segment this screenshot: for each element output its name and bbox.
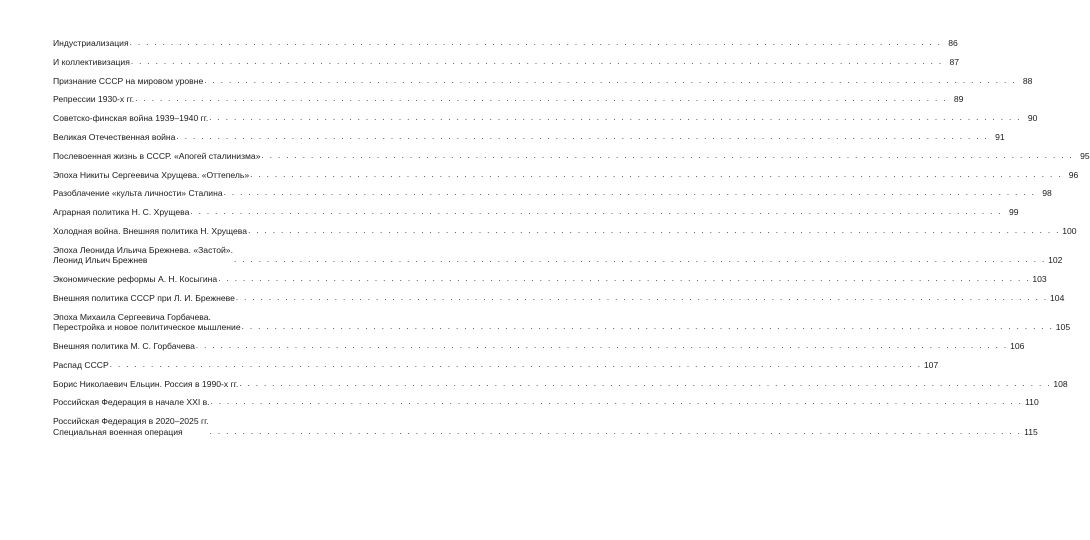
toc-page-number: 96 bbox=[1068, 169, 1079, 180]
dot-leader: . . . . . . . . . . . . . . . . . . . . . . . . . . . . . . . . . . . . . . . . . . . . . . . . . . . . . . . . . . . . . . . . . . . . . . . . . . . . . . . . . . . . . . . . . . . . . . . . . . . bbox=[218, 274, 1031, 284]
dot-leader: . . . . . . . . . . . . . . . . . . . . . . . . . . . . . . . . . . . . . . . . . . . . . . . . . . . . . . . . . . . . . . . . . . . . . . . . . . . . . . . . . . . . . . . . . . . . . . . . . . . bbox=[250, 169, 1063, 179]
dot-leader: . . . . . . . . . . . . . . . . . . . . . . . . . . . . . . . . . . . . . . . . . . . . . . . . . . . . . . . . . . . . . . . . . . . . . . . . . . . . . . . . . . . . . . . . . . . . . . . . . . . bbox=[261, 150, 1074, 160]
toc-entry[interactable] bbox=[53, 397, 1039, 408]
toc-page-number: 102 bbox=[1048, 255, 1063, 266]
toc-entry[interactable] bbox=[53, 188, 1052, 199]
toc-page-number: 91 bbox=[995, 131, 1005, 142]
toc-entry-title-line: Леонид Ильич Брежнев bbox=[53, 255, 148, 266]
toc-entry-title bbox=[53, 245, 233, 266]
toc-entry-title bbox=[53, 312, 241, 333]
dot-leader: . . . . . . . . . . . . . . . . . . . . . . . . . . . . . . . . . . . . . . . . . . . . . . . . . . . . . . . . . . . . . . . . . . . . . . . . . . . . . . . . . . . . . . . . . . . . . . . . . . . bbox=[235, 292, 1049, 302]
toc-entry-title-line: Аграрная политика Н. С. Хрущева bbox=[53, 207, 190, 218]
dot-leader: . . . . . . . . . . . . . . . . . . . . . . . . . . . . . . . . . . . . . . . . . . . . . . . . . . . . . . . . . . . . . . . . . . . . . . . . . . . . . . . . . . . . . . . . . . . . . . . . . . . bbox=[209, 426, 1022, 436]
dot-leader: . . . . . . . . . . . . . . . . . . . . . . . . . . . . . . . . . . . . . . . . . . . . . . . . . . . . . . . . . . . . . . . . . . . . . . . . . . . . . . . . . . . . . . . . . . . . . . . . . . . bbox=[204, 75, 1017, 85]
toc-entry[interactable] bbox=[53, 207, 1019, 218]
toc-entry-title-line: Эпоха Никиты Сергеевича Хрущева. «Оттепель» bbox=[53, 169, 250, 180]
toc-entry-title-line: Эпоха Леонида Ильича Брежнева. «Застой». bbox=[53, 244, 233, 255]
toc-entry[interactable] bbox=[53, 359, 939, 371]
toc-entry[interactable] bbox=[53, 94, 964, 105]
toc-entry-title bbox=[53, 274, 217, 285]
toc-entry[interactable] bbox=[53, 244, 1063, 266]
toc-entry-title bbox=[53, 207, 189, 218]
dot-leader: . . . . . . . . . . . . . . . . . . . . . . . . . . . . . . . . . . . . . . . . . . . . . . . . . . . . . . . . . . . . . . . . . . . . . . . . . . . . . . . . . . . . . . . . . . . . . . . . . . . bbox=[176, 131, 989, 141]
toc-page-number: 105 bbox=[1055, 322, 1071, 333]
toc-page-number: 87 bbox=[949, 56, 960, 67]
toc-entry[interactable] bbox=[53, 378, 1068, 390]
toc-entry-title bbox=[53, 188, 223, 199]
toc-entry-title bbox=[53, 94, 134, 105]
dot-leader: . . . . . . . . . . . . . . . . . . . . . . . . . . . . . . . . . . . . . . . . . . . . . . . . . . . . . . . . . . . . . . . . . . . . . . . . . . . . . . . . . . . . . . . . . . . . . . . . . . . bbox=[241, 322, 1054, 332]
toc-page-number: 86 bbox=[948, 38, 958, 48]
toc-entry[interactable] bbox=[53, 416, 1038, 437]
toc-entry[interactable] bbox=[53, 169, 1079, 181]
toc-entry-title bbox=[53, 397, 210, 408]
toc-page-number: 89 bbox=[953, 94, 964, 105]
toc-entry-title bbox=[53, 76, 203, 87]
toc-entry[interactable] bbox=[53, 38, 958, 49]
toc-entry-title-line: Борис Николаевич Ельцин. Россия в 1990-х гг. bbox=[53, 378, 239, 389]
toc-entry-title-line: Российская Федерация в 2020–2025 гг. bbox=[53, 416, 209, 427]
toc-entry[interactable] bbox=[53, 113, 1038, 124]
toc-entry-title bbox=[53, 170, 249, 181]
toc-entry-title-line: Специальная военная операция bbox=[53, 426, 183, 437]
toc-entry-title bbox=[53, 38, 129, 49]
dot-leader: . . . . . . . . . . . . . . . . . . . . . . . . . . . . . . . . . . . . . . . . . . . . . . . . . . . . . . . . . . . . . . . . . . . . . . . . . . . . . . . . . . . . . . . . . . . . . . . . . . . bbox=[209, 113, 1022, 123]
toc-entry-title-line: Советско-финская война 1939–1940 гг. bbox=[53, 113, 209, 124]
toc-page-number: 104 bbox=[1050, 292, 1065, 303]
toc-entry-title-line: Внешняя политика М. С. Горбачева bbox=[53, 340, 195, 351]
toc-entry-title bbox=[53, 360, 109, 371]
toc-entry-title-line: Великая Отечественная война bbox=[53, 131, 176, 142]
toc-entry-title bbox=[53, 113, 208, 124]
toc-entry-title bbox=[53, 341, 195, 352]
toc-entry[interactable] bbox=[53, 150, 1090, 162]
toc-entry-title-line: Индустриализация bbox=[53, 38, 129, 48]
toc-page-number: 115 bbox=[1024, 426, 1038, 437]
toc-entry[interactable] bbox=[53, 311, 1071, 333]
toc-page-number: 103 bbox=[1032, 274, 1047, 285]
toc-entry-title-line: Разоблачение «культа личности» Сталина bbox=[53, 188, 223, 199]
toc-page-number: 100 bbox=[1062, 225, 1077, 236]
toc-entry-title-line: Перестройка и новое политическое мышление bbox=[53, 322, 241, 333]
toc-entry-title-line: Признание СССР на мировом уровне bbox=[53, 75, 204, 86]
toc-entry-title bbox=[53, 132, 175, 143]
dot-leader: . . . . . . . . . . . . . . . . . . . . . . . . . . . . . . . . . . . . . . . . . . . . . . . . . . . . . . . . . . . . . . . . . . . . . . . . . . . . . . . . . . . . . . . . . . . . . . . . . . . bbox=[223, 188, 1036, 198]
toc-entry-title-line: Российская Федерация в начале XXI в. bbox=[53, 397, 210, 408]
toc-page-number: 90 bbox=[1027, 113, 1038, 124]
toc-entry[interactable] bbox=[53, 274, 1047, 285]
table-of-contents bbox=[53, 38, 1090, 445]
toc-page-number: 110 bbox=[1025, 397, 1039, 408]
toc-page-number: 98 bbox=[1042, 188, 1052, 199]
toc-entry-title-line: Репрессии 1930-х гг. bbox=[53, 94, 135, 105]
dot-leader: . . . . . . . . . . . . . . . . . . . . . . . . . . . . . . . . . . . . . . . . . . . . . . . . . . . . . . . . . . . . . . . . . . . . . . . . . . . . . . . . . . . . . . . . . . . . . . . . . . . bbox=[190, 207, 1003, 217]
toc-page-number: 95 bbox=[1080, 150, 1090, 161]
toc-entry-title-line: Послевоенная жизнь в СССР. «Апогей сталинизма» bbox=[53, 150, 261, 161]
toc-entry-title-line: Распад СССР bbox=[53, 359, 109, 370]
toc-entry-title-line: Экономические реформы А. Н. Косыгина bbox=[53, 274, 218, 285]
toc-entry-title bbox=[53, 416, 209, 437]
toc-entry-title-line: Эпоха Михаила Сергеевича Горбачева. bbox=[53, 311, 211, 322]
toc-page-number: 106 bbox=[1010, 340, 1025, 351]
toc-entry-title bbox=[53, 379, 238, 390]
toc-entry-title-line: Внешняя политика СССР при Л. И. Брежневе bbox=[53, 292, 235, 303]
toc-page-number: 108 bbox=[1053, 378, 1068, 389]
toc-entry[interactable] bbox=[53, 225, 1077, 237]
toc-entry-title-line: Холодная война. Внешняя политика Н. Хрущева bbox=[53, 225, 248, 236]
dot-leader: . . . . . . . . . . . . . . . . . . . . . . . . . . . . . . . . . . . . . . . . . . . . . . . . . . . . . . . . . . . . . . . . . . . . . . . . . . . . . . . . . . . . . . . . . . . . . . . . . . . bbox=[210, 397, 1023, 407]
dot-leader: . . . . . . . . . . . . . . . . . . . . . . . . . . . . . . . . . . . . . . . . . . . . . . . . . . . . . . . . . . . . . . . . . . . . . . . . . . . . . . . . . . . . . . . . . . . . . . . . . . . bbox=[135, 94, 948, 104]
toc-entry[interactable] bbox=[53, 292, 1065, 304]
toc-entry-title bbox=[53, 57, 130, 68]
dot-leader: . . . . . . . . . . . . . . . . . . . . . . . . . . . . . . . . . . . . . . . . . . . . . . . . . . . . . . . . . . . . . . . . . . . . . . . . . . . . . . . . . . . . . . . . . . . . . . . . . . . bbox=[129, 38, 942, 47]
toc-page-number: 88 bbox=[1022, 75, 1033, 86]
toc-entry-title-line: И коллективизация bbox=[53, 56, 130, 67]
toc-entry[interactable] bbox=[53, 56, 960, 68]
dot-leader: . . . . . . . . . . . . . . . . . . . . . . . . . . . . . . . . . . . . . . . . . . . . . . . . . . . . . . . . . . . . . . . . . . . . . . . . . . . . . . . . . . . . . . . . . . . . . . . . . . . bbox=[195, 340, 1009, 350]
toc-entry[interactable] bbox=[53, 75, 1033, 87]
dot-leader: . . . . . . . . . . . . . . . . . . . . . . . . . . . . . . . . . . . . . . . . . . . . . . . . . . . . . . . . . . . . . . . . . . . . . . . . . . . . . . . . . . . . . . . . . . . . . . . . . . . bbox=[233, 255, 1047, 265]
toc-page-number: 107 bbox=[923, 359, 939, 370]
toc-entry-title bbox=[53, 226, 247, 237]
dot-leader: . . . . . . . . . . . . . . . . . . . . . . . . . . . . . . . . . . . . . . . . . . . . . . . . . . . . . . . . . . . . . . . . . . . . . . . . . . . . . . . . . . . . . . . . . . . . . . . . . . . bbox=[239, 378, 1052, 388]
toc-entry-title bbox=[53, 151, 260, 162]
toc-entry-title bbox=[53, 293, 235, 304]
dot-leader: . . . . . . . . . . . . . . . . . . . . . . . . . . . . . . . . . . . . . . . . . . . . . . . . . . . . . . . . . . . . . . . . . . . . . . . . . . . . . . . . . . . . . . . . . . . . . . . . . . . bbox=[109, 359, 922, 369]
toc-page-number: 99 bbox=[1008, 207, 1019, 218]
toc-entry[interactable] bbox=[53, 340, 1025, 352]
dot-leader: . . . . . . . . . . . . . . . . . . . . . . . . . . . . . . . . . . . . . . . . . . . . . . . . . . . . . . . . . . . . . . . . . . . . . . . . . . . . . . . . . . . . . . . . . . . . . . . . . . . bbox=[248, 225, 1061, 235]
toc-entry[interactable] bbox=[53, 131, 1005, 143]
dot-leader: . . . . . . . . . . . . . . . . . . . . . . . . . . . . . . . . . . . . . . . . . . . . . . . . . . . . . . . . . . . . . . . . . . . . . . . . . . . . . . . . . . . . . . . . . . . . . . . . . . . bbox=[130, 56, 944, 66]
